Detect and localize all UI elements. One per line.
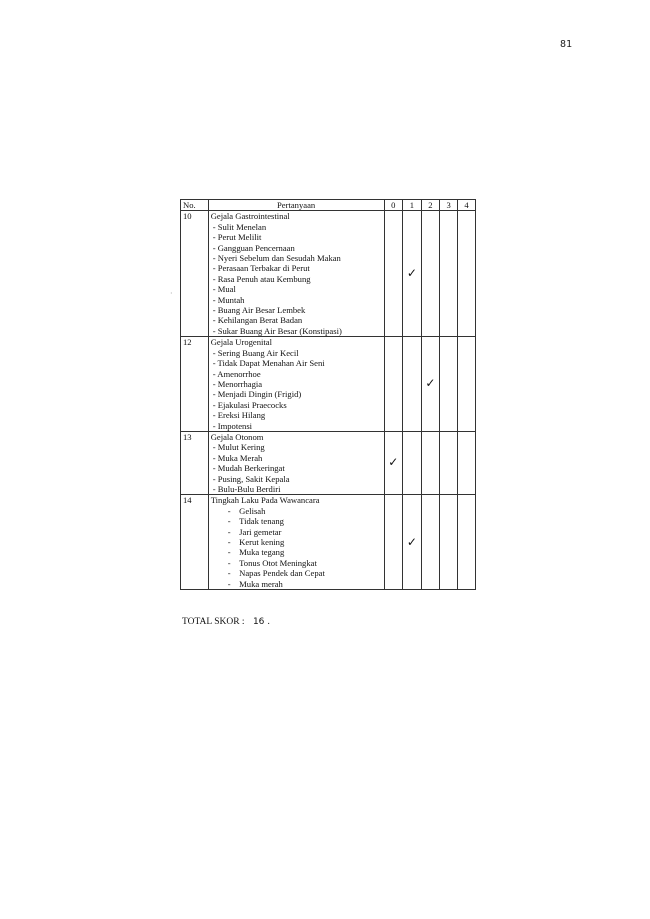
score-cell: [384, 495, 403, 590]
list-item: - Tonus Otot Meningkat: [211, 558, 382, 568]
header-pertanyaan: Pertanyaan: [208, 200, 384, 211]
header-score-4: 4: [458, 200, 476, 211]
check-mark: ✓: [388, 455, 399, 470]
score-cell: [421, 337, 440, 432]
score-cell: [421, 431, 440, 494]
score-cell: [384, 337, 403, 432]
list-item: - Mual: [211, 284, 382, 294]
header-score-1: 1: [403, 200, 422, 211]
list-item: - Buang Air Besar Lembek: [211, 305, 382, 315]
score-cell: [440, 211, 458, 337]
score-cell: [384, 211, 403, 337]
total-score-label: TOTAL SKOR :: [182, 617, 245, 627]
list-item: - Sering Buang Air Kecil: [211, 348, 382, 358]
row-number: 13: [181, 431, 209, 494]
score-cell: [384, 431, 403, 494]
header-score-0: 0: [384, 200, 403, 211]
list-item: - Tidak Dapat Menahan Air Seni: [211, 358, 382, 368]
question-cell: [208, 431, 384, 494]
score-cell: [403, 337, 422, 432]
list-item: - Muka tegang: [211, 547, 382, 557]
list-item: - Gangguan Pencernaan: [211, 243, 382, 253]
list-item: - Menorrhagia: [211, 379, 382, 389]
header-score-3: 3: [440, 200, 458, 211]
symptom-list: [211, 506, 382, 589]
score-cell: [403, 211, 422, 337]
score-cell: [458, 211, 476, 337]
score-cell: [458, 495, 476, 590]
list-item: - Kehilangan Berat Badan: [211, 315, 382, 325]
category-title: Tingkah Laku Pada Wawancara: [210, 495, 320, 506]
total-score: [182, 617, 270, 627]
table-header-row: [181, 200, 476, 211]
stray-mark: ·: [170, 289, 173, 298]
row-number: 12: [181, 337, 209, 432]
header-no: No.: [181, 200, 209, 211]
list-item: - Kerut kening: [211, 537, 382, 547]
list-item: - Mudah Berkeringat: [211, 463, 382, 473]
list-item: - Menjadi Dingin (Frigid): [211, 389, 382, 399]
table-row: [181, 337, 476, 432]
score-cell: [421, 495, 440, 590]
list-item: - Ejakulasi Praecocks: [211, 400, 382, 410]
list-item: - Perut Melilit: [211, 232, 382, 242]
row-number: 14: [181, 495, 209, 590]
list-item: - Sulit Menelan: [211, 222, 382, 232]
category-title: Gejala Gastrointestinal: [210, 211, 290, 222]
score-cell: [403, 495, 422, 590]
check-mark: ✓: [406, 266, 417, 281]
list-item: - Ereksi Hilang: [211, 410, 382, 420]
category-title: Gejala Otonom: [210, 431, 264, 442]
symptom-list: [211, 348, 382, 431]
list-item: - Muka Merah: [211, 453, 382, 463]
list-item: - Nyeri Sebelum dan Sesudah Makan: [211, 253, 382, 263]
question-cell: [208, 495, 384, 590]
header-score-2: 2: [421, 200, 440, 211]
list-item: - Jari gemetar: [211, 527, 382, 537]
list-item: - Perasaan Terbakar di Perut: [211, 263, 382, 273]
page-number: 81: [560, 39, 573, 50]
table-row: [181, 211, 476, 337]
list-item: - Napas Pendek dan Cepat: [211, 568, 382, 578]
list-item: - Gelisah: [211, 506, 382, 516]
list-item: - Rasa Penuh atau Kembung: [211, 274, 382, 284]
check-mark: ✓: [425, 376, 436, 391]
list-item: - Sukar Buang Air Besar (Konstipasi): [211, 326, 382, 336]
score-cell: [421, 211, 440, 337]
table-row: [181, 431, 476, 494]
score-cell: [458, 337, 476, 432]
list-item: - Amenorrhoe: [211, 369, 382, 379]
question-cell: [208, 211, 384, 337]
score-cell: [440, 337, 458, 432]
row-number: 10: [181, 211, 209, 337]
score-cell: [458, 431, 476, 494]
score-cell: [403, 431, 422, 494]
list-item: - Muntah: [211, 295, 382, 305]
symptom-list: [211, 442, 382, 494]
score-cell: [440, 431, 458, 494]
list-item: - Tidak tenang: [211, 516, 382, 526]
symptom-list: [211, 222, 382, 336]
list-item: - Bulu-Bulu Berdiri: [211, 484, 382, 494]
total-score-value: 16 .: [252, 617, 271, 627]
question-cell: [208, 337, 384, 432]
questionnaire-table: [180, 199, 476, 590]
list-item: - Mulut Kering: [211, 442, 382, 452]
category-title: Gejala Urogenital: [210, 337, 273, 348]
check-mark: ✓: [406, 534, 417, 549]
table-row: [181, 495, 476, 590]
list-item: - Impotensi: [211, 421, 382, 431]
score-cell: [440, 495, 458, 590]
list-item: - Pusing, Sakit Kepala: [211, 474, 382, 484]
list-item: - Muka merah: [211, 579, 382, 589]
